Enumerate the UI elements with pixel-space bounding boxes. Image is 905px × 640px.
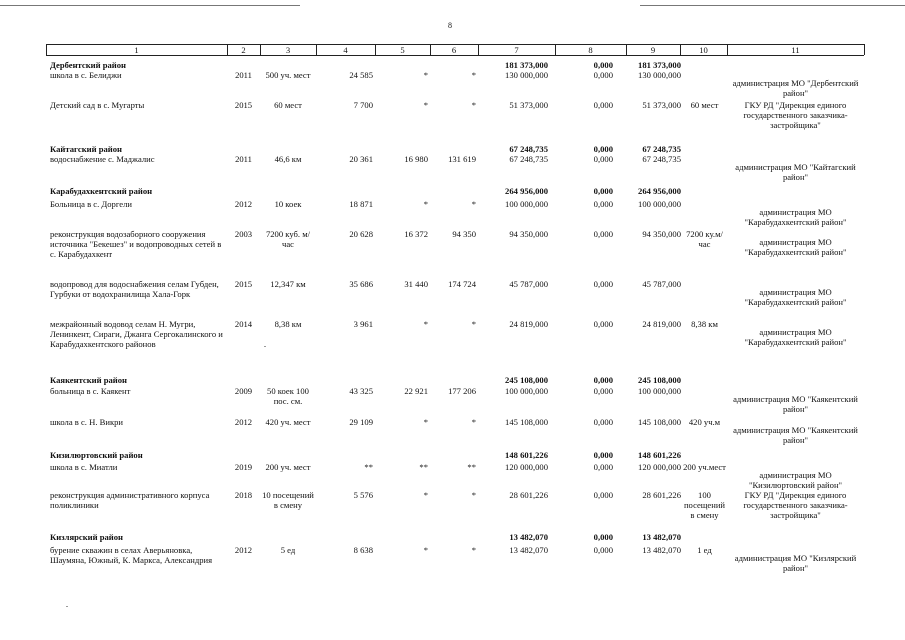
object-name: водоснабжение с. Маджалис xyxy=(50,154,155,164)
funding-col-8: 0,000 xyxy=(593,386,613,396)
funding-col-8: 0,000 xyxy=(593,417,613,427)
district-title: Дербентский район xyxy=(50,60,126,70)
district-total-c7: 148 601,226 xyxy=(505,450,548,460)
district-total-c7: 264 956,000 xyxy=(505,186,548,196)
value-col-6: 174 724 xyxy=(448,279,476,289)
funding-col-9: 130 000,000 xyxy=(638,70,681,80)
header-column-number: 4 xyxy=(343,45,348,55)
header-column-number: 9 xyxy=(650,45,656,55)
district-total-c7: 67 248,735 xyxy=(509,144,548,154)
funding-col-9: 24 819,000 xyxy=(642,319,681,329)
district-total-c7: 181 373,000 xyxy=(505,60,548,70)
value-col-6: * xyxy=(471,199,476,209)
funding-col-9: 100 000,000 xyxy=(638,199,681,209)
header-column-number: 7 xyxy=(514,45,519,55)
value-col-5: 16 980 xyxy=(404,154,428,164)
start-year: 2015 xyxy=(234,100,253,110)
value-col-4: 20 628 xyxy=(349,229,373,239)
funding-col-9: 67 248,735 xyxy=(642,154,681,164)
customer: ГКУ РД "Дирекция единого государственного заказчика-застройщика" xyxy=(743,490,848,521)
customer: администрация МО "Кайтагский район" xyxy=(735,162,856,183)
page-number: 8 xyxy=(448,21,452,30)
commissioned-capacity: 420 уч.м xyxy=(688,417,721,427)
start-year: 2009 xyxy=(234,386,253,396)
object-name: школа в с. Миатли xyxy=(50,462,118,472)
object-name: реконструкция водозаборного сооружения источника "Бекешез" и водопроводных сетей в с. Карабудахкент xyxy=(50,229,222,260)
value-col-4: 35 686 xyxy=(349,279,373,289)
district-total-c9: 67 248,735 xyxy=(642,144,681,154)
value-col-4: 8 638 xyxy=(353,545,373,555)
start-year: 2012 xyxy=(234,199,253,209)
district-title: Каякентский район xyxy=(50,375,127,385)
district-total-c7: 13 482,070 xyxy=(509,532,548,542)
capacity: 10 коек xyxy=(274,199,302,209)
capacity: 7200 куб. м/час xyxy=(265,229,311,250)
commissioned-capacity: 7200 ку.м/час xyxy=(686,229,723,250)
start-year: 2003 xyxy=(234,229,253,239)
funding-col-8: 0,000 xyxy=(593,490,613,500)
funding-col-8: 0,000 xyxy=(593,100,613,110)
funding-total: 120 000,000 xyxy=(505,462,548,472)
customer: администрация МО "Дербентский район" xyxy=(732,78,859,99)
object-name: реконструкция административного корпуса поликлиники xyxy=(50,490,210,511)
header-column-number: 5 xyxy=(400,45,405,55)
capacity: 200 уч. мест xyxy=(265,462,311,472)
object-name: больница в с. Каякент xyxy=(50,386,131,396)
funding-col-8: 0,000 xyxy=(593,229,613,239)
funding-total: 24 819,000 xyxy=(509,319,548,329)
value-col-4: 18 871 xyxy=(349,199,373,209)
customer: администрация МО "Карабудахкентский район" xyxy=(744,287,847,308)
commissioned-capacity: 100 посещений в смену xyxy=(683,490,726,521)
funding-total: 100 000,000 xyxy=(505,199,548,209)
header-column-number: 3 xyxy=(285,45,291,55)
object-name: школа в с. Белиджи xyxy=(50,70,122,80)
funding-col-9: 45 787,000 xyxy=(642,279,681,289)
funding-col-9: 145 108,000 xyxy=(638,417,681,427)
value-col-6: * xyxy=(471,545,476,555)
funding-total: 45 787,000 xyxy=(509,279,548,289)
funding-col-8: 0,000 xyxy=(593,199,613,209)
value-col-4: ** xyxy=(364,462,373,472)
commissioned-capacity: 1 ед xyxy=(697,545,712,555)
start-year: 2011 xyxy=(235,154,252,164)
value-col-5: ** xyxy=(419,462,428,472)
funding-col-9: 28 601,226 xyxy=(642,490,681,500)
value-col-5: * xyxy=(423,545,428,555)
scan-speck xyxy=(66,606,68,607)
object-name: школа в с. Н. Викри xyxy=(50,417,124,427)
capacity: 5 ед xyxy=(280,545,296,555)
value-col-5: * xyxy=(423,490,428,500)
header-column-number: 10 xyxy=(699,45,708,55)
funding-col-9: 120 000,000 xyxy=(638,462,681,472)
capacity: 10 посещений в смену xyxy=(262,490,314,511)
funding-col-8: 0,000 xyxy=(593,70,613,80)
commissioned-capacity: 8,38 км xyxy=(691,319,718,329)
start-year: 2012 xyxy=(234,417,253,427)
district-total-c9: 148 601,226 xyxy=(638,450,681,460)
commissioned-capacity: 60 мест xyxy=(690,100,719,110)
header-column-number: 2 xyxy=(241,45,246,55)
header-column-number: 11 xyxy=(791,45,800,55)
value-col-4: 7 700 xyxy=(353,100,373,110)
value-col-5: 16 372 xyxy=(404,229,428,239)
start-year: 2019 xyxy=(234,462,253,472)
value-col-4: 5 576 xyxy=(353,490,373,500)
funding-col-8: 0,000 xyxy=(593,462,613,472)
start-year: 2011 xyxy=(235,70,252,80)
start-year: 2014 xyxy=(234,319,253,329)
scan-top-rule-right xyxy=(640,5,905,6)
header-column-number: 8 xyxy=(588,45,593,55)
value-col-6: * xyxy=(471,70,476,80)
customer: администрация МО "Карабудахкентский район" xyxy=(744,207,847,228)
funding-total: 94 350,000 xyxy=(509,229,548,239)
funding-col-8: 0,000 xyxy=(593,279,613,289)
value-col-6: 177 206 xyxy=(448,386,476,396)
value-col-5: 31 440 xyxy=(404,279,428,289)
district-title: Кизилюртовский район xyxy=(50,450,143,460)
value-col-5: 22 921 xyxy=(404,386,428,396)
value-col-5: * xyxy=(423,417,428,427)
funding-col-9: 51 373,000 xyxy=(642,100,681,110)
customer: администрация МО "Карабудахкентский район" xyxy=(744,237,847,258)
value-col-4: 3 961 xyxy=(353,319,373,329)
capacity: 12,347 км xyxy=(270,279,306,289)
capacity: 500 уч. мест xyxy=(265,70,311,80)
funding-total: 51 373,000 xyxy=(509,100,548,110)
scan-speck xyxy=(264,346,266,347)
funding-total: 13 482,070 xyxy=(509,545,548,555)
district-total-c9: 245 108,000 xyxy=(638,375,681,385)
funding-total: 100 000,000 xyxy=(505,386,548,396)
funding-col-8: 0,000 xyxy=(593,154,613,164)
value-col-5: * xyxy=(423,199,428,209)
header-column-number: 6 xyxy=(451,45,457,55)
value-col-4: 43 325 xyxy=(349,386,373,396)
capacity: 50 коек 100 пос. см. xyxy=(267,386,309,407)
start-year: 2012 xyxy=(234,545,253,555)
value-col-5: * xyxy=(423,319,428,329)
commissioned-capacity: 200 уч.мест xyxy=(683,462,726,472)
district-total-c8: 0,000 xyxy=(593,450,613,460)
object-name: бурение скважин в селах Аверьяновка, Шаумяна, Южный, К. Маркса, Александрия xyxy=(50,545,213,566)
funding-col-9: 100 000,000 xyxy=(638,386,681,396)
value-col-6: 131 619 xyxy=(448,154,476,164)
district-total-c8: 0,000 xyxy=(593,144,613,154)
scan-top-rule-left xyxy=(0,5,300,6)
value-col-6: ** xyxy=(467,462,476,472)
capacity: 8,38 км xyxy=(274,319,302,329)
district-total-c9: 181 373,000 xyxy=(638,60,681,70)
value-col-5: * xyxy=(423,100,428,110)
value-col-4: 29 109 xyxy=(349,417,373,427)
funding-col-9: 13 482,070 xyxy=(642,545,681,555)
object-name: межрайонный водовод селам Н. Мугри, Ленинкент, Сираги, Джанга Сергокалинского и Карабудахкентского районов xyxy=(50,319,223,350)
header-column-divider xyxy=(864,44,865,55)
value-col-6: * xyxy=(471,490,476,500)
funding-col-9: 94 350,000 xyxy=(642,229,681,239)
value-col-4: 20 361 xyxy=(349,154,373,164)
customer: администрация МО "Карабудахкентский район" xyxy=(744,327,847,348)
district-title: Кайтагский район xyxy=(50,144,122,154)
funding-total: 130 000,000 xyxy=(505,70,548,80)
district-total-c8: 0,000 xyxy=(593,375,613,385)
capacity: 60 мест xyxy=(274,100,302,110)
customer: администрация МО "Каякентский район" xyxy=(733,425,858,446)
object-name: Больница в с. Доргели xyxy=(50,199,132,209)
funding-total: 145 108,000 xyxy=(505,417,548,427)
district-total-c8: 0,000 xyxy=(593,532,613,542)
customer: администрация МО "Каякентский район" xyxy=(733,394,858,415)
header-column-number: 1 xyxy=(134,45,139,55)
value-col-6: * xyxy=(471,319,476,329)
district-total-c8: 0,000 xyxy=(593,60,613,70)
start-year: 2018 xyxy=(234,490,253,500)
value-col-6: * xyxy=(471,417,476,427)
district-total-c9: 13 482,070 xyxy=(642,532,681,542)
value-col-5: * xyxy=(423,70,428,80)
start-year: 2015 xyxy=(234,279,253,289)
funding-col-8: 0,000 xyxy=(593,319,613,329)
funding-total: 28 601,226 xyxy=(509,490,548,500)
district-total-c8: 0,000 xyxy=(593,186,613,196)
district-title: Кизлярский район xyxy=(50,532,123,542)
district-total-c7: 245 108,000 xyxy=(505,375,548,385)
value-col-6: 94 350 xyxy=(452,229,476,239)
district-total-c9: 264 956,000 xyxy=(638,186,681,196)
district-title: Карабудахкентский район xyxy=(50,186,153,196)
header-bottom-border xyxy=(46,55,864,56)
value-col-6: * xyxy=(471,100,476,110)
capacity: 46,6 км xyxy=(274,154,302,164)
customer: ГКУ РД "Дирекция единого государственного заказчика-застройщика" xyxy=(743,100,848,131)
object-name: водопровод для водоснабжения селам Губден, Гурбуки от водохранилища Хала-Горк xyxy=(50,279,219,300)
capacity: 420 уч. мест xyxy=(265,417,311,427)
funding-total: 67 248,735 xyxy=(509,154,548,164)
customer: администрация МО "Кизлярский район" xyxy=(734,553,857,574)
value-col-4: 24 585 xyxy=(349,70,373,80)
object-name: Детский сад в с. Мугарты xyxy=(50,100,145,110)
funding-col-8: 0,000 xyxy=(593,545,613,555)
customer: администрация МО "Кизилюртовский район" xyxy=(748,470,843,491)
